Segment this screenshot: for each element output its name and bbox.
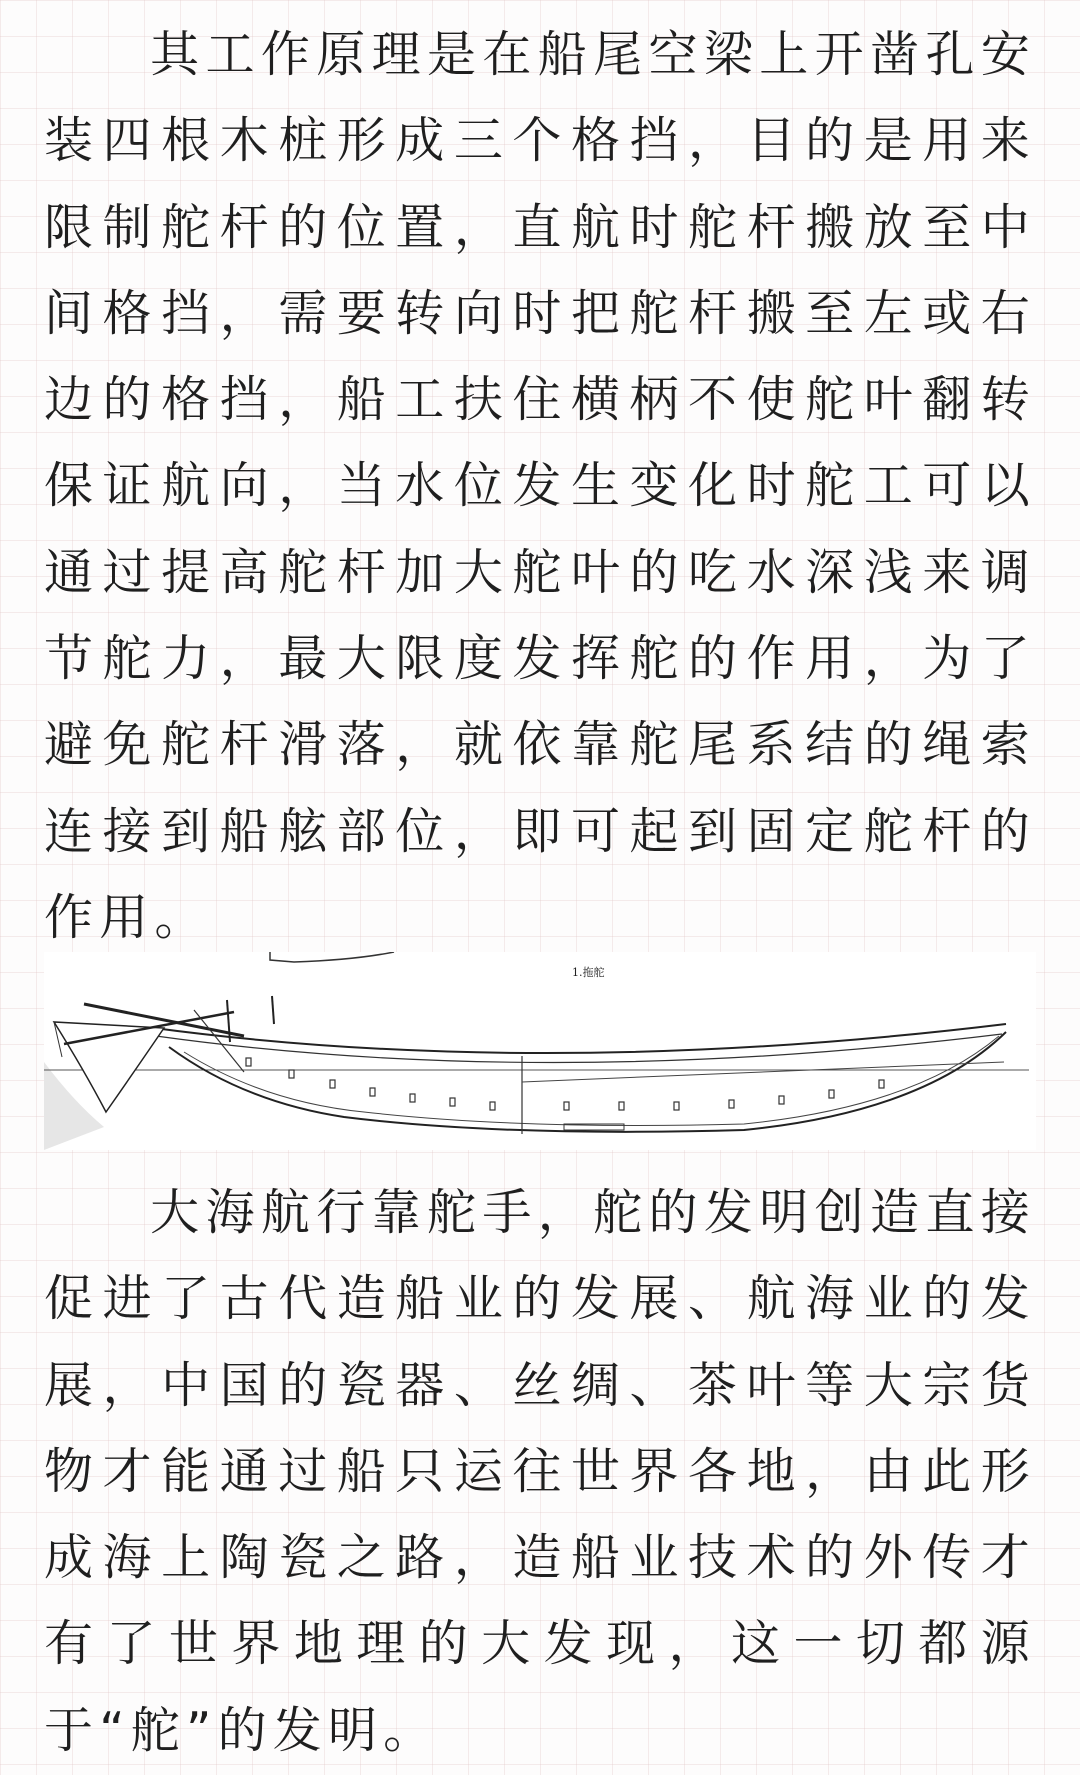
paragraph-2-text: 大海航行靠舵手，舵的发明创造直接促进了古代造船业的发展、航海业的发展，中国的瓷器、丝绸、茶叶等大宗货物才能通过船只运往世界各地，由此形成海上陶瓷之路，造船业技术的外传才有了世界地理的大发现，这一切都源于“舵”的发明。: [44, 1184, 1036, 1759]
stern-post-2: [272, 996, 274, 1024]
hull-inner-line: [184, 1036, 999, 1126]
paragraph-1: [44, 12, 1036, 961]
boat-line-drawing: [44, 952, 1036, 1150]
hull-wale-line: [522, 1062, 1004, 1082]
figure-caption: 1.拖舵: [572, 966, 605, 979]
paragraph-2: [44, 1170, 1036, 1774]
rudder-boat-diagram: [44, 952, 1036, 1150]
hull-frames: [246, 1058, 884, 1110]
paragraph-1-text: 其工作原理是在船尾空梁上开凿孔安装四根木桩形成三个格挡，目的是用来限制舵杆的位置，直航时舵杆搬放至中间格挡，需要转向时把舵杆搬至左或右边的格挡，船工扶住横柄不使舵叶翻转保证航向，当水位发生变化时舵工可以通过提高舵杆加大舵叶的吃水深浅来调节舵力，最大限度发挥舵的作用，为了避免舵杆滑落，就依靠舵尾系结的绳索连接到船舷部位，即可起到固定舵杆的作用。: [44, 26, 1036, 946]
upper-fragment-line: [270, 952, 394, 962]
hull-sheer-line: [154, 1024, 1006, 1053]
stern-post: [227, 1000, 230, 1042]
